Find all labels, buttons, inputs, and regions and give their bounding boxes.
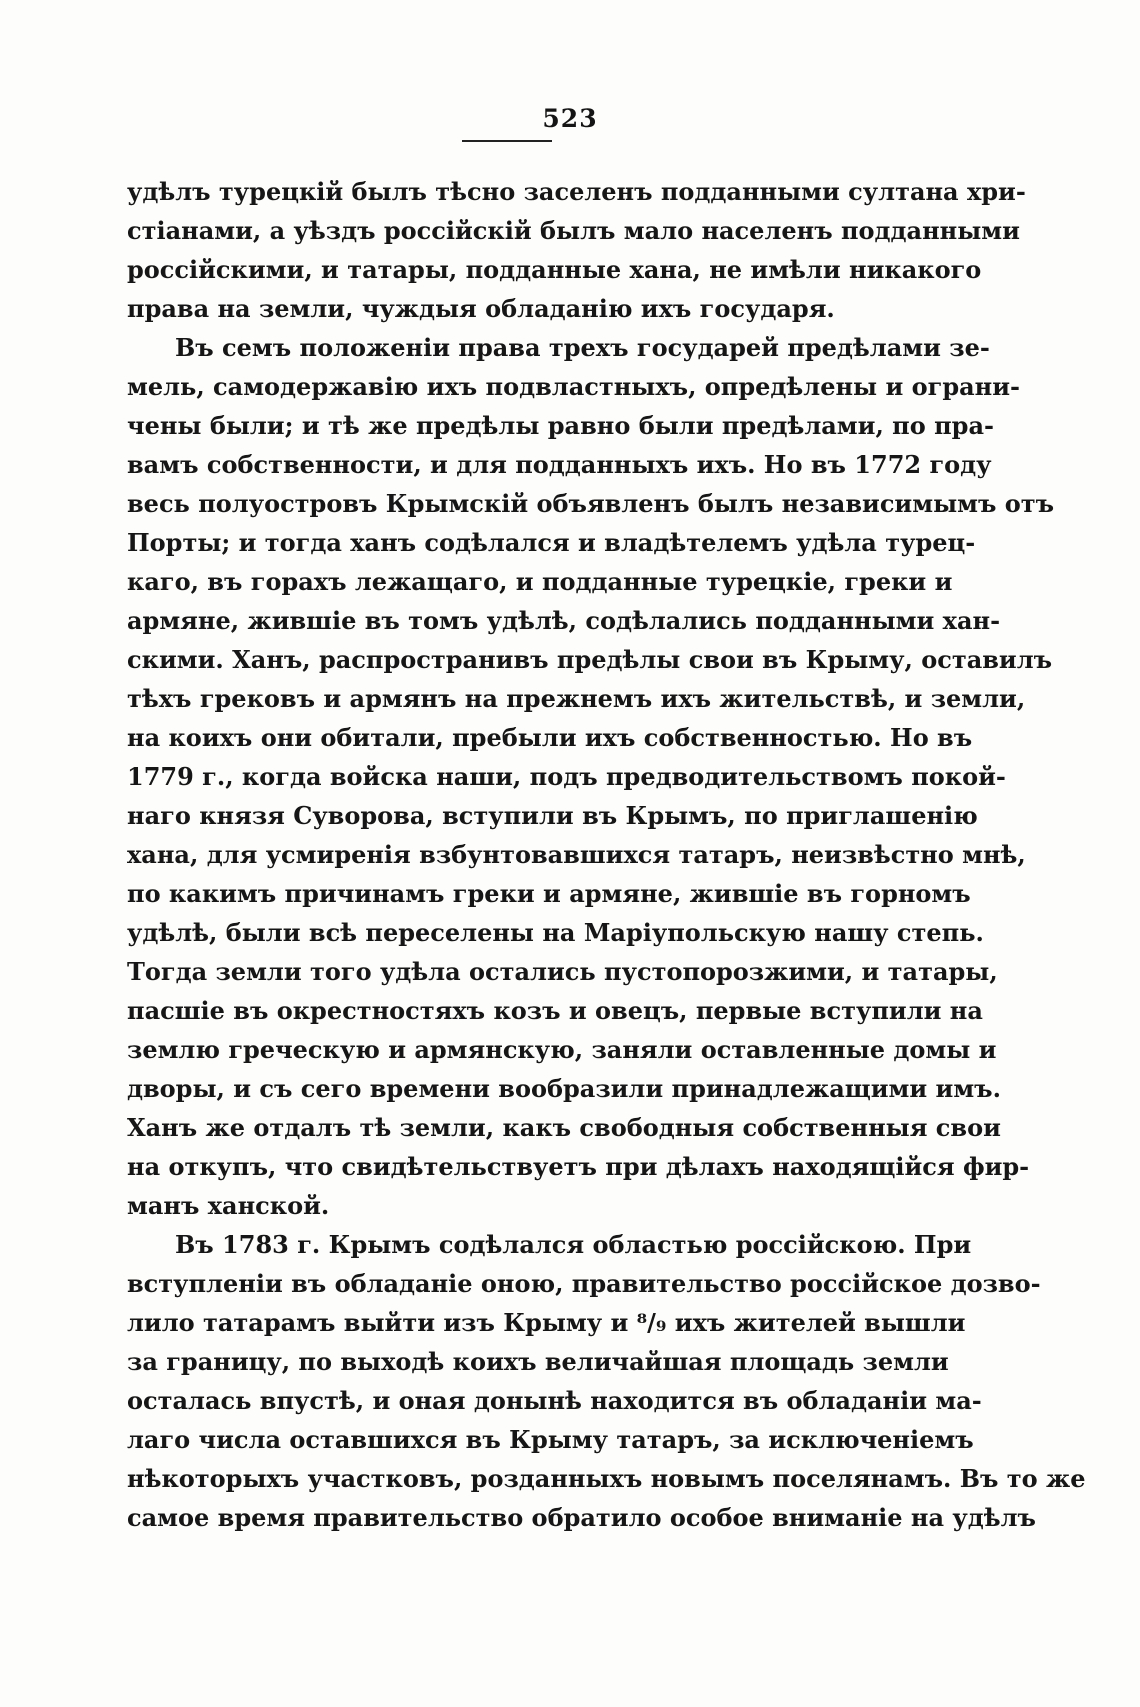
- text-line: россійскими, и татары, подданные хана, не имѣли никакого: [127, 255, 982, 284]
- text-line: мель, самодержавію ихъ подвластныхъ, опредѣлены и ограни-: [127, 372, 1020, 401]
- header-rule: [462, 140, 552, 142]
- text-line: пасшіе въ окрестностяхъ козъ и овецъ, первые вступили на: [127, 996, 983, 1025]
- text-line: на коихъ они обитали, пребыли ихъ собственностью. Но въ: [127, 723, 973, 752]
- text-line: удѣлѣ, были всѣ переселены на Маріупольскую нашу степь.: [127, 918, 984, 947]
- text-line: землю греческую и армянскую, заняли оставленные домы и: [127, 1035, 997, 1064]
- text-line: вамъ собственности, и для подданныхъ ихъ. Но въ 1772 году: [127, 450, 992, 479]
- text-line: армяне, жившіе въ томъ удѣлѣ, содѣлались подданными хан-: [127, 606, 1001, 635]
- text-line: стіанами, а уѣздъ россійскій былъ мало населенъ подданными: [127, 216, 1020, 245]
- text-line: Ханъ же отдалъ тѣ земли, какъ свободныя собственныя свои: [127, 1113, 1001, 1142]
- text-line: чены были; и тѣ же предѣлы равно были предѣлами, по пра-: [127, 411, 994, 440]
- text-line: скими. Ханъ, распространивъ предѣлы свои въ Крыму, оставилъ: [127, 645, 1053, 674]
- text-line: лаго числа оставшихся въ Крыму татаръ, за исключеніемъ: [127, 1425, 974, 1454]
- text-line: наго князя Суворова, вступили въ Крымъ, по приглашенію: [127, 801, 978, 830]
- text-line: лило татарамъ выйти изъ Крыму и ⁸/₉ ихъ жителей вышли: [127, 1308, 966, 1337]
- text-line: за границу, по выходѣ коихъ величайшая площадь земли: [127, 1347, 949, 1376]
- text-line: каго, въ горахъ лежащаго, и подданные турецкіе, греки и: [127, 567, 953, 596]
- text-line: манъ ханской.: [127, 1191, 330, 1220]
- text-line: удѣлъ турецкій былъ тѣсно заселенъ подданными султана хри-: [127, 177, 1026, 206]
- page-number: 523: [542, 104, 598, 133]
- paragraph-3: [127, 1225, 1086, 1537]
- text-line: хана, для усмиренія взбунтовавшихся татаръ, неизвѣстно мнѣ,: [127, 840, 1026, 869]
- paragraph-1: [127, 172, 1026, 328]
- text-line: на откупъ, что свидѣтельствуетъ при дѣлахъ находящійся фир-: [127, 1152, 1030, 1181]
- text-line: весь полуостровъ Крымскій объявленъ былъ независимымъ отъ: [127, 489, 1055, 518]
- text-line: вступленіи въ обладаніе оною, правительство россійское дозво-: [127, 1269, 1041, 1298]
- text-line: по какимъ причинамъ греки и армяне, жившіе въ горномъ: [127, 879, 971, 908]
- text-line: 1779 г., когда войска наши, подъ предводительствомъ покой-: [127, 762, 1006, 791]
- text-line: Тогда земли того удѣла остались пустопорозжими, и татары,: [127, 957, 998, 986]
- text-line: нѣкоторыхъ участковъ, розданныхъ новымъ поселянамъ. Въ то же: [127, 1464, 1086, 1493]
- text-line: дворы, и съ сего времени вообразили принадлежащими имъ.: [127, 1074, 1001, 1103]
- text-line: Въ 1783 г. Крымъ содѣлался областью россійскою. При: [175, 1230, 972, 1259]
- text-line: Порты; и тогда ханъ содѣлался и владѣтелемъ удѣла турец-: [127, 528, 976, 557]
- text-line: тѣхъ грековъ и армянъ на прежнемъ ихъ жительствѣ, и земли,: [127, 684, 1026, 713]
- text-line: самое время правительство обратило особое вниманіе на удѣлъ: [127, 1503, 1036, 1532]
- text-line: права на земли, чуждыя обладанію ихъ государя.: [127, 294, 835, 323]
- text-line: осталась впустѣ, и оная донынѣ находится въ обладаніи ма-: [127, 1386, 982, 1415]
- body-text: [127, 172, 1086, 1537]
- text-line: Въ семъ положеніи права трехъ государей предѣлами зе-: [175, 333, 990, 362]
- paragraph-2: [127, 328, 1055, 1225]
